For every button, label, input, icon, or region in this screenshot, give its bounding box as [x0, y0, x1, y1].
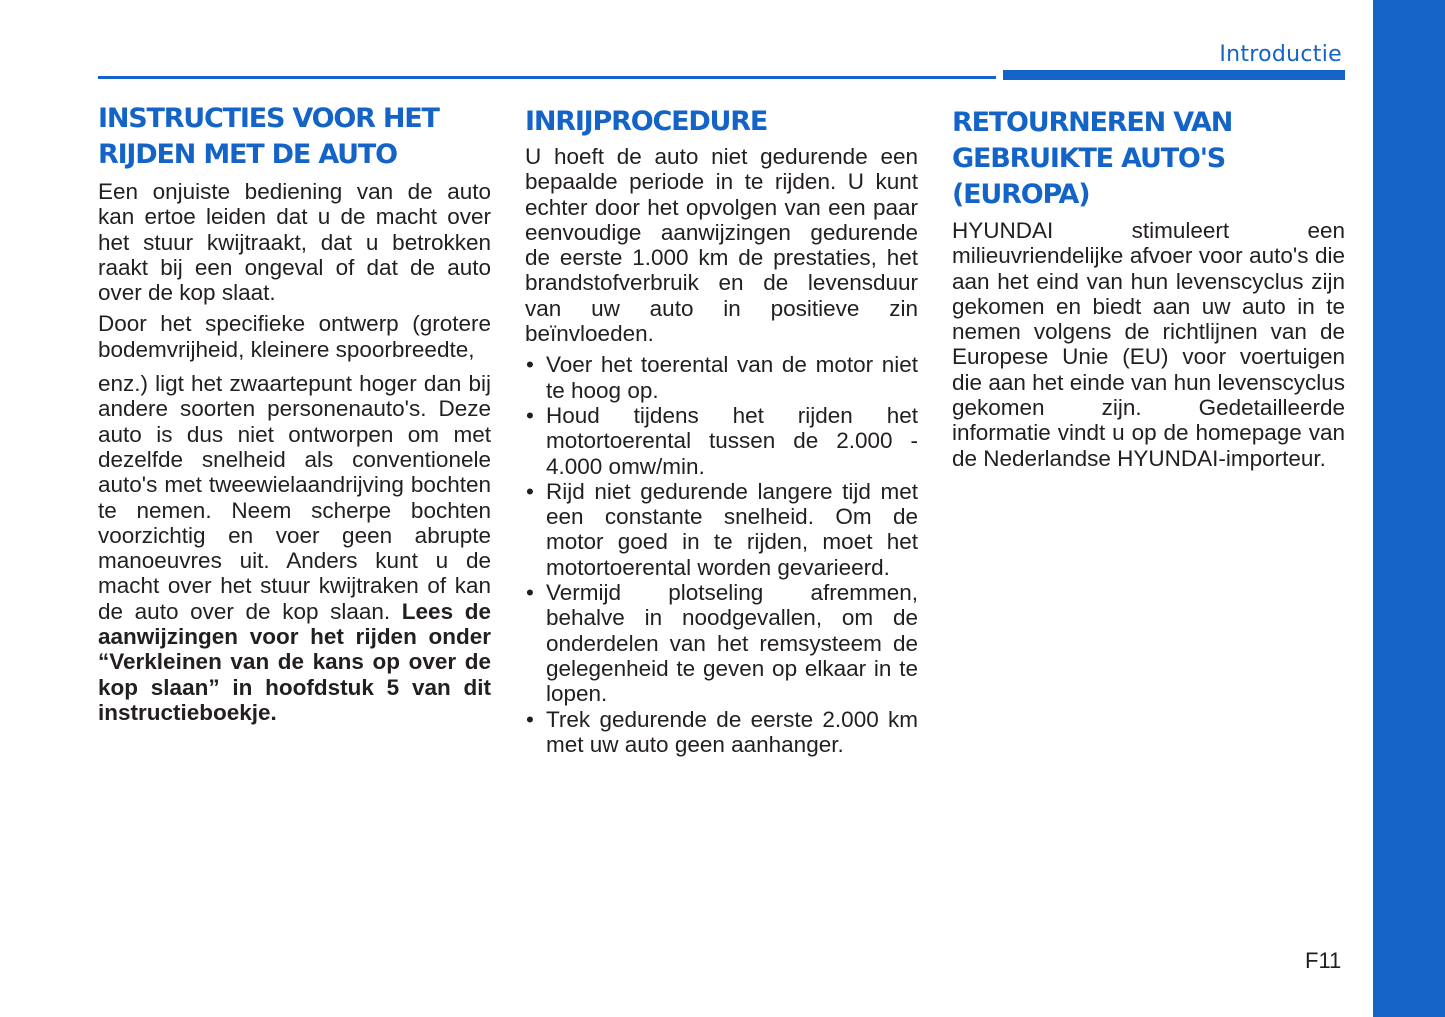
page-number: F11: [1305, 948, 1342, 973]
header-rule-accent: [1003, 70, 1345, 80]
list-item: [525, 580, 918, 706]
list-item: [525, 352, 918, 403]
column-left: [98, 101, 491, 731]
list-item-text: Rijd niet gedurende langere tijd met een constante snelheid. Om de motor goed in te rijden, moet het motortoerental worden gevarieerd.: [546, 478, 918, 580]
bullet-icon: •: [526, 478, 534, 504]
bullet-icon: •: [526, 706, 534, 732]
paragraph-text: enz.) ligt het zwaartepunt hoger dan bij andere soorten personenauto's. Deze auto is dus niet ontworpen om met dezelfde snelheid als conventionele auto's met tweewielaandrijving bochten te nemen. Neem scherpe bochten voorzichtig en voer geen abrupte manoeuvres uit. Anders kunt u de macht over het stuur kwijtraken of kan de auto over de kop slaan.: [98, 371, 491, 624]
header-rule: [98, 76, 996, 79]
paragraph-rollover-warning: [98, 371, 491, 725]
paragraph-intro: U hoeft de auto niet gedurende een bepaalde periode in te rijden. U kunt echter door het opvolgen van een paar eenvoudige aanwijzingen gedurende de eerste 1.000 km de prestaties, het brandstofverbruik en de levensduur van uw auto in positieve zin beïnvloeden.: [525, 144, 918, 347]
section-title: Introductie: [1219, 42, 1342, 67]
heading-break-in-procedure: INRIJPROCEDURE: [525, 106, 768, 137]
heading-returning-used-cars: RETOURNEREN VAN GEBRUIKTE AUTO'S (EUROPA): [952, 107, 1233, 210]
list-item-text: Vermijd plotseling afremmen, behalve in noodgevallen, om de onderdelen van het remsysteem de gelegenheid te geven op elkaar in te lopen.: [546, 580, 918, 707]
paragraph: Een onjuiste bediening van de auto kan ertoe leiden dat u de macht over het stuur kwijtraakt, dat u betrokken raakt bij een ongeval of dat de auto over de kop slaat.: [98, 179, 491, 306]
heading-driving-instructions: INSTRUCTIES VOOR HET RIJDEN MET DE AUTO: [98, 103, 439, 170]
list-item: [525, 707, 918, 758]
bullet-icon: •: [526, 402, 534, 428]
list-item-text: Trek gedurende de eerste 2.000 km met uw auto geen aanhanger.: [546, 706, 918, 757]
paragraph: HYUNDAI stimuleert een milieuvriendelijke afvoer voor auto's die aan het eind van hun levenscyclus zijn gekomen en biedt aan uw auto in te nemen volgens de richtlijnen van de Europese Unie (EU) voor voertuigen die aan het einde van hun levenscyclus gekomen zijn. Gedetailleerde informatie vindt u op de homepage van de Nederlandse HYUNDAI-importeur.: [952, 218, 1345, 471]
column-middle: [525, 104, 918, 757]
column-right: [952, 105, 1345, 477]
list-item: [525, 479, 918, 580]
bullet-icon: •: [526, 352, 534, 378]
chapter-side-tab: [1373, 0, 1445, 1017]
list-item-text: Houd tijdens het rijden het motortoerental tussen de 2.000 - 4.000 omw/min.: [546, 402, 918, 479]
bullet-icon: •: [526, 580, 534, 606]
list-item: [525, 403, 918, 479]
list-item-text: Voer het toerental van de motor niet te hoog op.: [546, 352, 918, 403]
rollover-reference: Lees de aanwijzingen voor het rijden onder “Verkleinen van de kans op over de kop slaan” in hoofdstuk 5 van dit instructieboekje.: [98, 598, 491, 725]
paragraph: Door het specifieke ontwerp (grotere bodemvrijheid, kleinere spoorbreedte,: [98, 311, 491, 362]
bullet-list: [525, 352, 918, 757]
